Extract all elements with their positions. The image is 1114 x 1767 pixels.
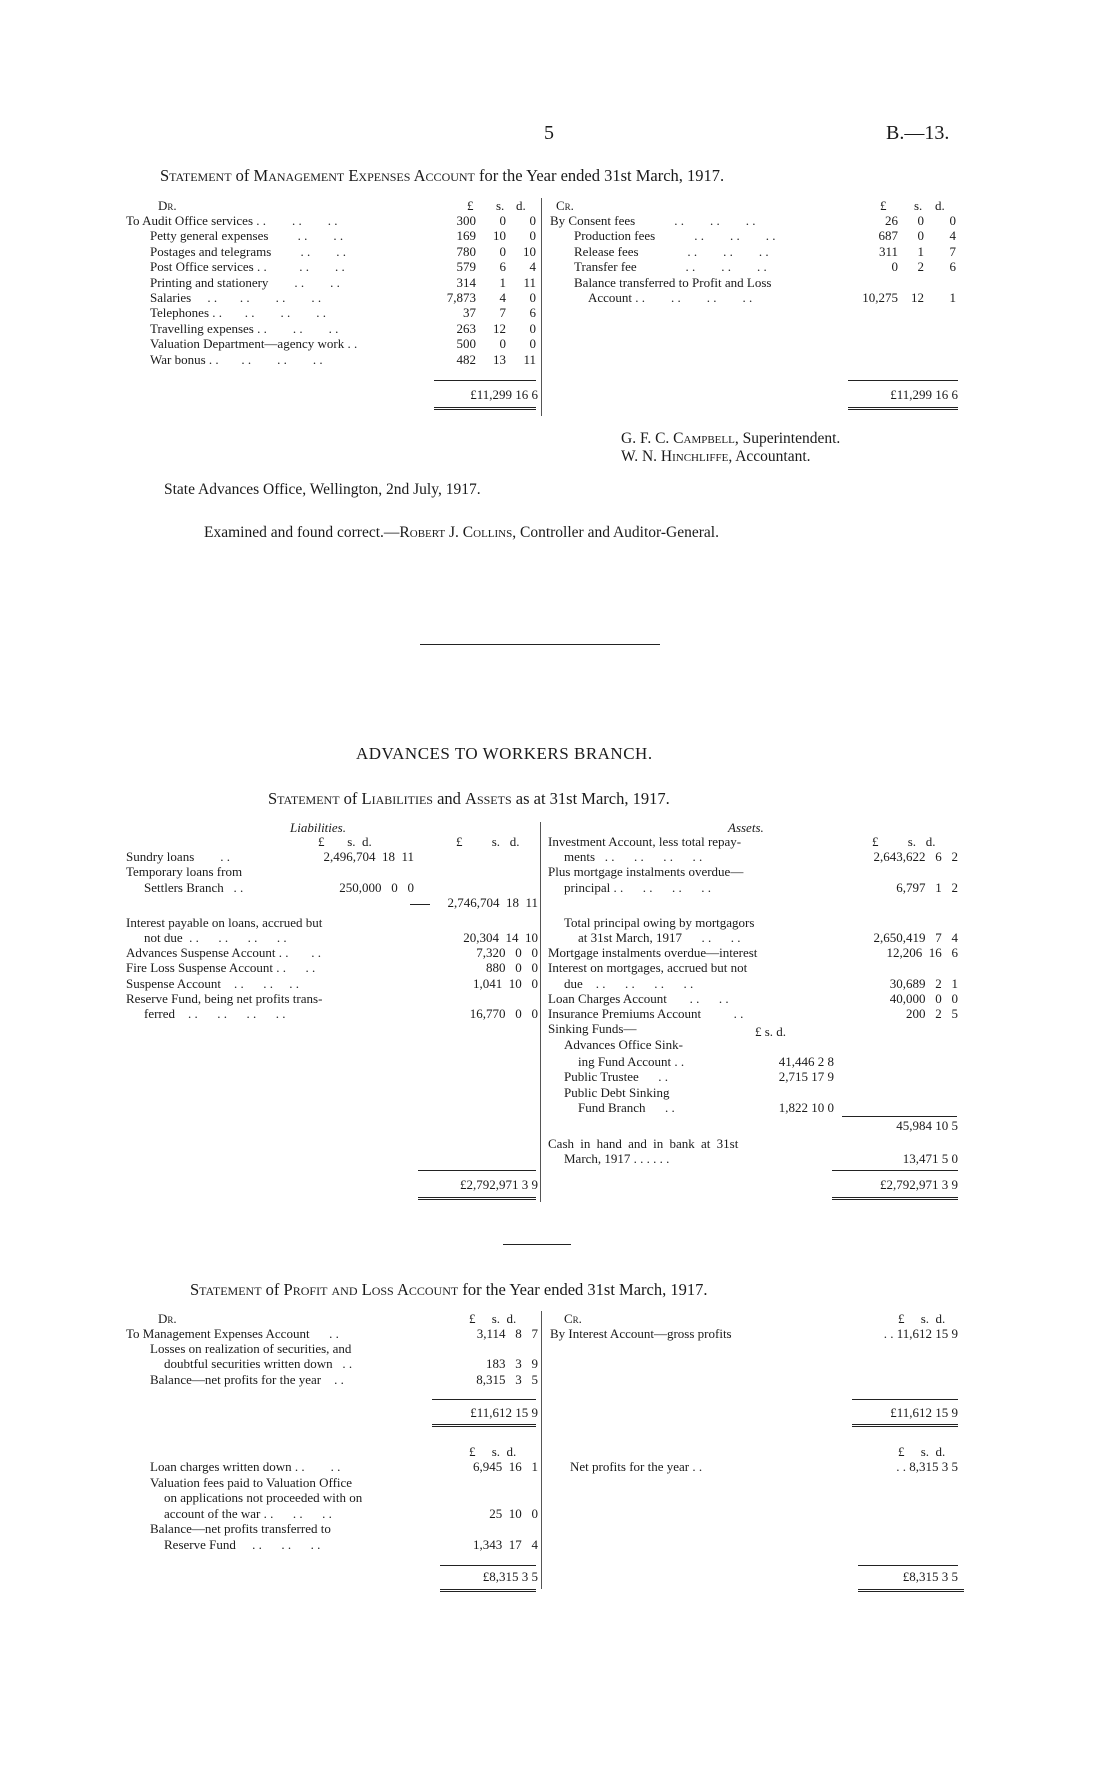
pl-total2-cr-rule <box>858 1565 958 1566</box>
mgmt-dr-item-pence: 11 <box>523 351 536 367</box>
assets-heading: Assets. <box>728 820 764 835</box>
liability-label: not due . . . . . . . . <box>144 930 287 945</box>
mgmt-cr-item-shillings: 2 <box>917 259 924 275</box>
mgmt-cr-item-pounds: 311 <box>878 243 898 259</box>
mgmt-dr-item-shillings: 10 <box>493 228 506 244</box>
mgmt-dr-item-label: To Audit Office services . . . . . . <box>126 213 338 228</box>
liability-label: Fire Loss Suspense Account . . . . <box>126 960 316 975</box>
asset-label: principal . . . . . . . . <box>564 880 711 895</box>
asset-label: at 31st March, 1917 . . . . <box>578 930 741 945</box>
mgmt-dr-item-shillings: 0 <box>499 213 506 228</box>
liability-amount: 1,041 10 0 <box>473 976 538 991</box>
liab-total: £2,792,971 3 9 <box>460 1177 538 1192</box>
pl-total2-dr-rule <box>440 1565 536 1566</box>
mgmt-dr-cur-d: d. <box>516 198 526 213</box>
mgmt-cr-total-rule <box>848 380 958 381</box>
mgmt-cr-item-pence: 4 <box>949 228 956 244</box>
pl-cr-label: Cr. <box>564 1311 582 1326</box>
assets-cur-header: £ s. d. <box>872 834 936 849</box>
mgmt-cr-item-label: Transfer fee . . . . . . <box>574 259 767 275</box>
mgmt-cr-item-label: Balance transferred to Profit and Loss <box>574 274 772 290</box>
pl-dr2-item-label: account of the war . . . . . . <box>164 1506 332 1521</box>
asset-amount: 2,643,622 6 2 <box>873 849 958 864</box>
pl-total2-dr: £8,315 3 5 <box>482 1569 538 1584</box>
sinking-value: 2,715 17 9 <box>778 1069 834 1084</box>
liability-amount: 2,746,704 18 11 <box>447 895 538 910</box>
pl-dr2-item-label: on applications not proceeded with on <box>164 1490 363 1505</box>
mgmt-dr-item-pence: 0 <box>529 290 536 305</box>
liability-label: ferred . . . . . . . . <box>144 1006 286 1021</box>
pl-dr-item-amount: 183 3 9 <box>486 1356 538 1371</box>
asset-label: Loan Charges Account . . . . <box>548 991 729 1006</box>
page-number: 5 <box>544 122 554 144</box>
pl-dr2-item-label: Valuation fees paid to Valuation Office <box>150 1475 353 1490</box>
mgmt-dr-item-pence: 11 <box>523 274 536 290</box>
section-divider-short <box>503 1244 571 1245</box>
mgmt-cr-total: £11,299 16 6 <box>890 387 958 402</box>
mgmt-dr-item-shillings: 13 <box>493 351 506 367</box>
pl-dr-item-label: doubtful securities written down . . <box>164 1356 353 1371</box>
mgmt-cr-item-pence: 0 <box>949 213 956 228</box>
mgmt-cr-item-pounds: 26 <box>885 213 898 228</box>
mgmt-dr-item-pence: 0 <box>529 336 536 352</box>
mgmt-dr-item-label: Travelling expenses . . . . . . <box>150 320 339 336</box>
cash-value: 13,471 5 0 <box>902 1151 958 1166</box>
liab-subtotal-rule <box>410 904 430 905</box>
liability-label: Reserve Fund, being net profits trans- <box>126 991 323 1006</box>
mgmt-dr-item-pounds: 314 <box>456 274 476 290</box>
mgmt-dr-item-label: Post Office services . . . . . . <box>150 259 345 275</box>
mgmt-cr-cur-l: £ <box>880 198 887 213</box>
workers-column-divider <box>540 822 541 1202</box>
pl-total1-dr-rule <box>432 1399 536 1400</box>
asset-amount: 200 2 5 <box>906 1006 958 1021</box>
pl-total1-cr: £11,612 15 9 <box>890 1405 958 1420</box>
liability-amount: 16,770 0 0 <box>469 1006 538 1021</box>
mgmt-dr-item-label: Salaries . . . . . . . . <box>150 290 322 305</box>
mgmt-dr-item-label: War bonus . . . . . . . . <box>150 351 323 367</box>
mgmt-dr-item-pence: 0 <box>529 228 536 244</box>
pl-dr-item-amount: 3,114 8 7 <box>476 1326 538 1341</box>
liability-label: Advances Suspense Account . . . . <box>126 945 321 960</box>
pl-dr-item-label: Balance—net profits for the year . . <box>150 1372 344 1387</box>
asset-label: Sinking Funds— <box>548 1021 637 1036</box>
mgmt-dr-item-shillings: 0 <box>499 243 506 259</box>
mgmt-dr-item-pounds: 500 <box>456 336 476 352</box>
asset-label: ing Fund Account . . <box>578 1054 685 1069</box>
document-reference: B.—13. <box>886 122 950 144</box>
assets-total-double-rule <box>832 1197 958 1200</box>
asset-amount: 40,000 0 0 <box>889 991 958 1006</box>
pl-cr2-value: . . 8,315 3 5 <box>896 1459 958 1474</box>
liab-total-double-rule <box>418 1197 536 1200</box>
pl-total1-cr-rule <box>852 1399 958 1400</box>
liab-total-rule <box>418 1170 536 1171</box>
sinking-value: 41,446 2 8 <box>778 1054 834 1069</box>
mgmt-dr-item-pounds: 7,873 <box>446 290 476 305</box>
mgmt-dr-item-pence: 0 <box>529 320 536 336</box>
liability-inner-amount: 2,496,704 18 11 <box>323 849 414 864</box>
mgmt-dr-item-pounds: 37 <box>463 305 476 321</box>
asset-label: due . . . . . . . . <box>564 976 694 991</box>
asset-label: Total principal owing by mortgagors <box>564 915 755 930</box>
sinking-value: 1,822 10 0 <box>778 1100 834 1115</box>
asset-label: ments . . . . . . . . <box>564 849 703 864</box>
mgmt-dr-label: Dr. <box>158 198 177 213</box>
pl-title: Statement of Profit and Loss Account for the Year ended 31st March, 1917. <box>190 1280 708 1299</box>
mgmt-dr-item-pounds: 579 <box>456 259 476 275</box>
liabilities-heading: Liabilities. <box>290 820 346 835</box>
pl-total2-cr-double-rule <box>858 1589 964 1592</box>
asset-label: Public Trustee . . <box>564 1069 669 1084</box>
liab-outer-cur-header: £ s. d. <box>456 834 520 849</box>
mgmt-cr-item-pence: 6 <box>949 259 956 275</box>
mgmt-dr-item-shillings: 7 <box>499 305 506 321</box>
pl-dr2-item-label: Loan charges written down . . . . <box>150 1459 341 1474</box>
section-divider <box>420 644 660 645</box>
mgmt-cr-cur-d: d. <box>935 198 945 213</box>
mgmt-dr-item-label: Petty general expenses . . . . <box>150 228 344 244</box>
mgmt-cr-item-shillings: 0 <box>917 228 924 244</box>
mgmt-dr-item-pounds: 263 <box>456 320 476 336</box>
pl-dr2-item-label: Balance—net profits transferred to <box>150 1521 331 1536</box>
pl-total1-dr: £11,612 15 9 <box>470 1405 538 1420</box>
workers-title: Statement of Liabilities and Assets as at 31st March, 1917. <box>268 789 670 808</box>
mgmt-dr-item-label: Valuation Department—agency work . . <box>150 336 358 352</box>
sinking-total-rule <box>842 1116 957 1117</box>
office-date-line: State Advances Office, Wellington, 2nd July, 1917. <box>164 481 481 498</box>
pl-dr2-item-amount: 1,343 17 4 <box>473 1537 538 1552</box>
pl-column-divider <box>541 1311 542 1589</box>
mgmt-dr-item-pounds: 169 <box>456 228 476 244</box>
assets-total: £2,792,971 3 9 <box>880 1177 958 1192</box>
mgmt-cr-item-pounds: 687 <box>878 228 898 244</box>
mgmt-cr-item-pence: 7 <box>949 243 956 259</box>
signature-accountant: W. N. Hinchliffe, Accountant. <box>621 448 811 465</box>
asset-amount: 2,650,419 7 4 <box>873 930 958 945</box>
mgmt-dr-cur-s: s. <box>496 198 505 213</box>
mgmt-cr-item-label: Account . . . . . . . . <box>588 290 753 305</box>
mgmt-dr-item-pounds: 300 <box>456 213 476 228</box>
pl-cr2-label: Net profits for the year . . <box>570 1459 703 1474</box>
mgmt-dr-item-shillings: 0 <box>499 336 506 352</box>
liability-label: Suspense Account . . . . . . <box>126 976 299 991</box>
mgmt-cr-item-pounds: 0 <box>891 259 898 275</box>
mgmt-title: Statement of Management Expenses Account for the Year ended 31st March, 1917. <box>160 166 725 185</box>
mgmt-dr-total-rule <box>434 380 536 381</box>
liability-label: Interest payable on loans, accrued but <box>126 915 323 930</box>
pl-total1-dr-double-rule <box>432 1424 536 1427</box>
asset-label: Interest on mortgages, accrued but not <box>548 960 748 975</box>
cash-label-b: March, 1917 . . . . . . <box>564 1151 670 1166</box>
pl-cr1-label: By Interest Account—gross profits <box>550 1326 732 1341</box>
mgmt-cr-item-shillings: 1 <box>917 243 924 259</box>
pl-dr2-cur-header: £ s. d. <box>469 1444 517 1459</box>
mgmt-cr-item-pence: 1 <box>949 290 956 305</box>
mgmt-dr-item-shillings: 1 <box>499 274 506 290</box>
asset-label: Investment Account, less total repay- <box>548 834 742 849</box>
examined-line: Examined and found correct.—Robert J. Collins, Controller and Auditor-General. <box>204 524 719 541</box>
mgmt-dr-cur-l: £ <box>467 198 474 213</box>
signature-superintendent: G. F. C. Campbell, Superintendent. <box>621 430 841 447</box>
asset-label: Mortgage instalments overdue—interest <box>548 945 758 960</box>
asset-amount: 30,689 2 1 <box>889 976 958 991</box>
asset-amount: 12,206 16 6 <box>886 945 958 960</box>
mgmt-cr-cur-s: s. <box>914 198 923 213</box>
pl-dr-cur-header: £ s. d. <box>469 1311 517 1326</box>
mgmt-cr-item-shillings: 12 <box>911 290 924 305</box>
pl-dr2-item-label: Reserve Fund . . . . . . <box>164 1537 321 1552</box>
mgmt-dr-item-shillings: 4 <box>499 290 506 305</box>
mgmt-cr-total-double-rule <box>848 407 958 410</box>
pl-cr2-cur-header: £ s. d. <box>898 1444 946 1459</box>
mgmt-dr-item-shillings: 12 <box>493 320 506 336</box>
liability-label: Sundry loans . . <box>126 849 230 864</box>
mgmt-cr-item-label: Release fees . . . . . . <box>574 243 769 259</box>
pl-cr-cur-header: £ s. d. <box>898 1311 946 1326</box>
liability-amount: 7,320 0 0 <box>476 945 538 960</box>
pl-dr-label: Dr. <box>158 1311 177 1326</box>
pl-total1-cr-double-rule <box>852 1424 958 1427</box>
mgmt-dr-item-pounds: 780 <box>456 243 476 259</box>
mgmt-dr-item-label: Telephones . . . . . . . . <box>150 305 327 321</box>
asset-label: Public Debt Sinking <box>564 1085 670 1100</box>
asset-amount: 6,797 1 2 <box>896 880 958 895</box>
asset-label: Advances Office Sink- <box>564 1037 683 1052</box>
sinking-cur-header: £ s. d. <box>755 1024 787 1039</box>
liability-inner-amount: 250,000 0 0 <box>339 880 414 895</box>
mgmt-cr-item-shillings: 0 <box>917 213 924 228</box>
mgmt-cr-label: Cr. <box>556 198 574 213</box>
sinking-total: 45,984 10 5 <box>896 1118 958 1133</box>
mgmt-dr-item-pence: 10 <box>523 243 536 259</box>
pl-dr-item-amount: 8,315 3 5 <box>476 1372 538 1387</box>
asset-label: Insurance Premiums Account . . <box>548 1006 744 1021</box>
pl-dr2-item-amount: 6,945 16 1 <box>473 1459 538 1474</box>
mgmt-dr-total-double-rule <box>434 407 536 410</box>
asset-label: Plus mortgage instalments overdue— <box>548 864 744 879</box>
liability-label: Temporary loans from <box>126 864 243 879</box>
pl-total2-cr: £8,315 3 5 <box>902 1569 958 1584</box>
workers-heading: ADVANCES TO WORKERS BRANCH. <box>356 744 653 763</box>
assets-total-rule <box>832 1170 958 1171</box>
mgmt-dr-item-shillings: 6 <box>499 259 506 275</box>
liability-amount: 20,304 14 10 <box>463 930 538 945</box>
mgmt-dr-item-label: Postages and telegrams . . . . <box>150 243 347 259</box>
liability-amount: 880 0 0 <box>486 960 538 975</box>
pl-dr-item-label: To Management Expenses Account . . <box>126 1326 339 1341</box>
pl-cr1-value: . . 11,612 15 9 <box>883 1326 958 1341</box>
mgmt-cr-item-label: Production fees . . . . . . <box>574 228 776 244</box>
mgmt-dr-item-pence: 6 <box>529 305 536 321</box>
mgmt-dr-item-pounds: 482 <box>456 351 476 367</box>
mgmt-dr-item-label: Printing and stationery . . . . <box>150 274 340 290</box>
mgmt-dr-total: £11,299 16 6 <box>470 387 538 402</box>
liab-inner-cur-header: £ s. d. <box>318 834 372 849</box>
pl-total2-dr-double-rule <box>440 1589 536 1592</box>
asset-label: Fund Branch . . <box>578 1100 675 1115</box>
liability-label: Settlers Branch . . <box>144 880 244 895</box>
mgmt-dr-item-pence: 4 <box>529 259 536 275</box>
pl-dr2-item-amount: 25 10 0 <box>489 1506 538 1521</box>
mgmt-dr-item-pence: 0 <box>529 213 536 228</box>
mgmt-cr-item-pounds: 10,275 <box>862 290 898 305</box>
mgmt-cr-item-label: By Consent fees . . . . . . <box>550 213 756 228</box>
mgmt-column-divider <box>541 198 542 416</box>
cash-label-a: Cash in hand and in bank at 31st <box>548 1136 739 1151</box>
pl-dr-item-label: Losses on realization of securities, and <box>150 1341 352 1356</box>
